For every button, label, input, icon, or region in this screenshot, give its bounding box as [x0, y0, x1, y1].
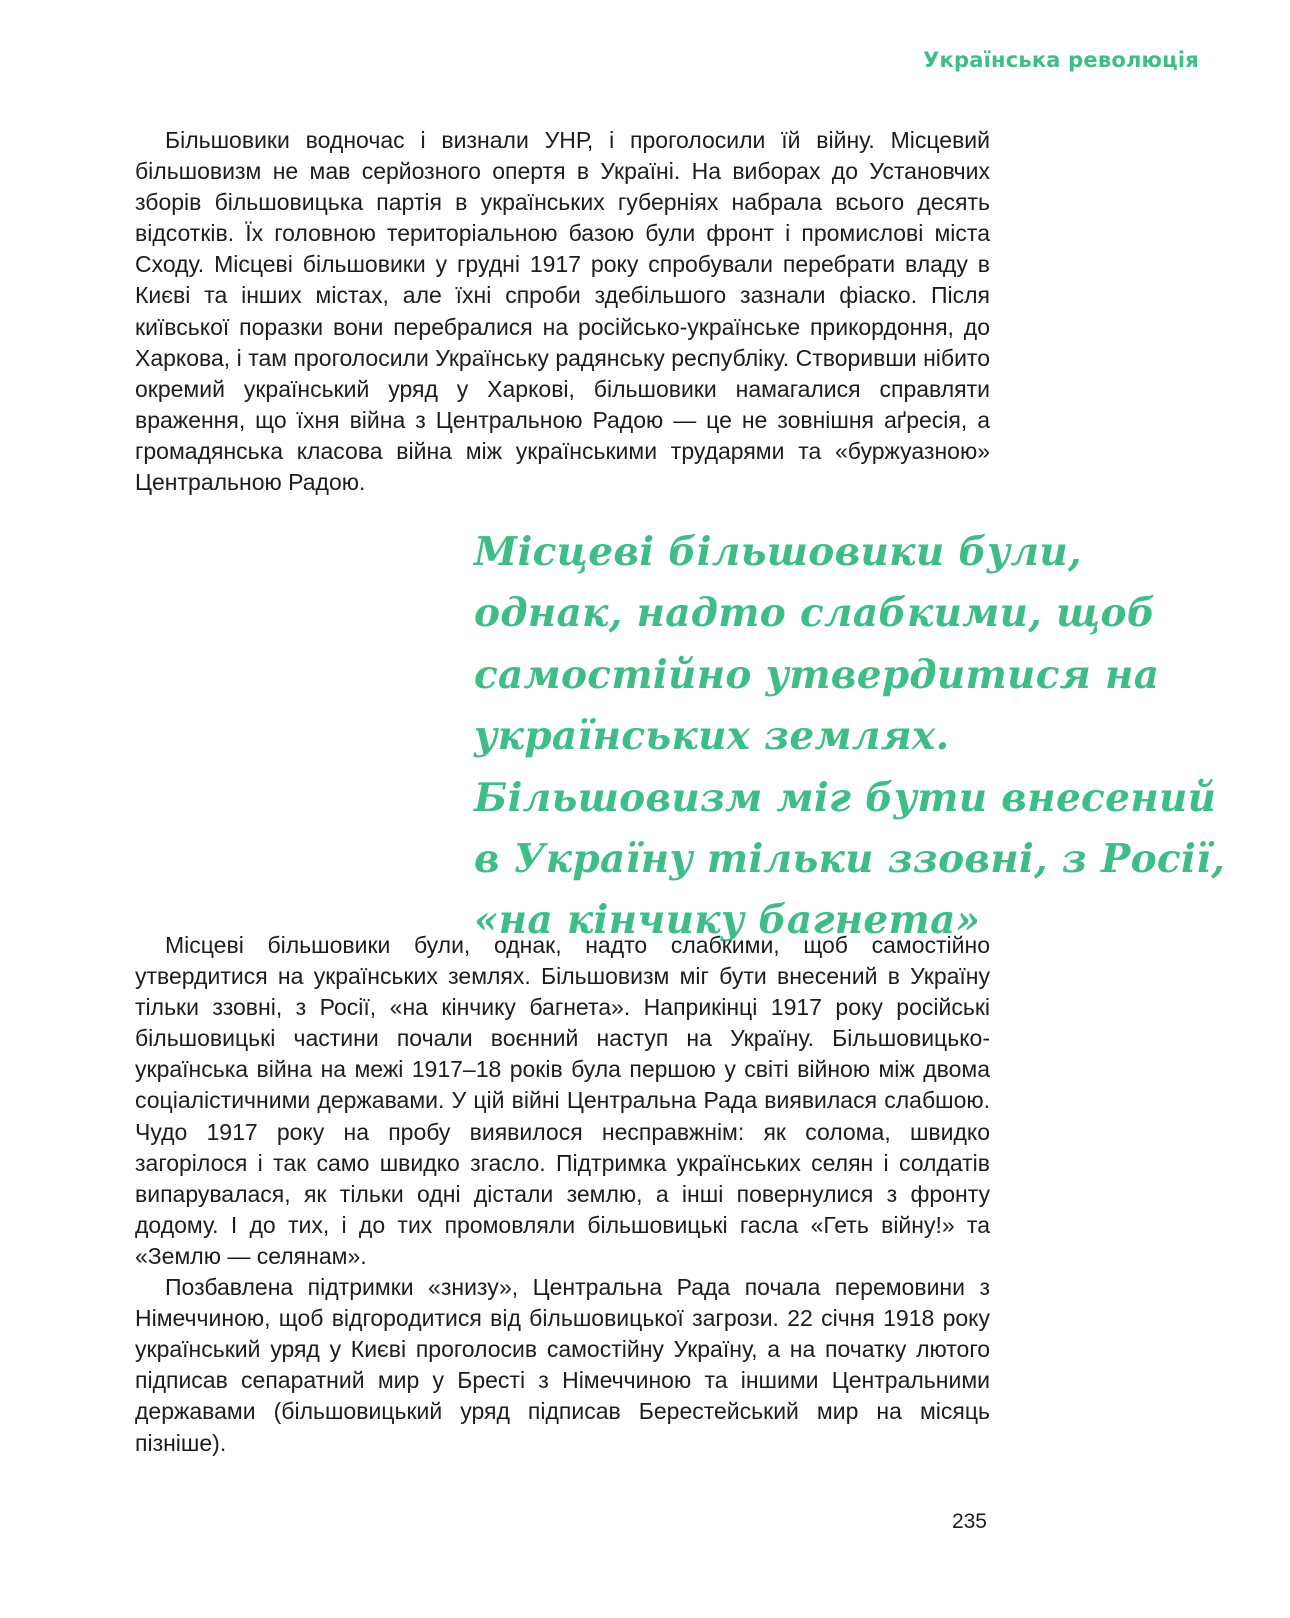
body-text-section-1 — [135, 125, 990, 498]
paragraph: Позбавлена підтримки «знизу», Центральна Рада почала перемовини з Німеччиною, щоб відгородитися від більшовицької загрози. 22 січня 1918 року український уряд у Києві проголосив самостійну Україну, а на початку лютого підписав сепаратний мир у Бресті з Німеччиною та іншими Центральними державами (більшовицький уряд підписав Берестейський мир на місяць пізніше). — [135, 1274, 990, 1456]
pull-quote: Місцеві більшовики були, однак, надто слабкими, щоб самостійно утвердитися на українських землях. Більшовизм міг бути внесений в Україну тільки ззовні, з Росії, «на кінчику багнета» — [474, 529, 1226, 944]
body-text-section-2 — [135, 930, 990, 1459]
page-number: 235 — [951, 1510, 987, 1533]
running-head: Українська революція — [923, 48, 1199, 72]
paragraph: Більшовики водночас і визнали УНР, і проголосили їй війну. Місцевий більшовизм не мав серйозного опертя в Україні. На виборах до Установчих зборів більшовицька партія в українських губерніях набрала всього десять відсотків. Їх головною територіальною базою були фронт і промислові міста Сходу. Місцеві більшовики у грудні 1917 року спробували перебрати владу в Києві та інших містах, але їхні спроби здебільшого зазнали фіаско. Після київської поразки вони перебралися на російсько-українське прикордоння, до Харкова, і там проголосили Українську радянську республіку. Створивши нібито окремий український уряд у Харкові, більшовики намагалися справляти враження, що їхня війна з Центральною Радою — це не зовнішня аґресія, а громадянська класова війна між українськими трударями та «буржуазною» Центральною Радою. — [135, 127, 990, 496]
paragraph: Місцеві більшовики були, однак, надто слабкими, щоб самостійно утвердитися на українських землях. Більшовизм міг бути внесений в Україну тільки ззовні, з Росії, «на кінчику багнета». Наприкінці 1917 року російські більшовицькі частини почали воєнний наступ на Україну. Більшовицько-українська війна на межі 1917–18 років була першою у світі війною між двома соціалістичними державами. У цій війні Центральна Рада виявилася слабшою. Чудо 1917 року на пробу виявилося несправжнім: як солома, швидко загорілося і так само швидко згасло. Підтримка українських селян і солдатів випарувалася, як тільки одні дістали землю, а інші повернулися з фронту додому. І до тих, і до тих промовляли більшовицькі гасла «Геть війну!» та «Землю — селянам». — [135, 932, 990, 1269]
